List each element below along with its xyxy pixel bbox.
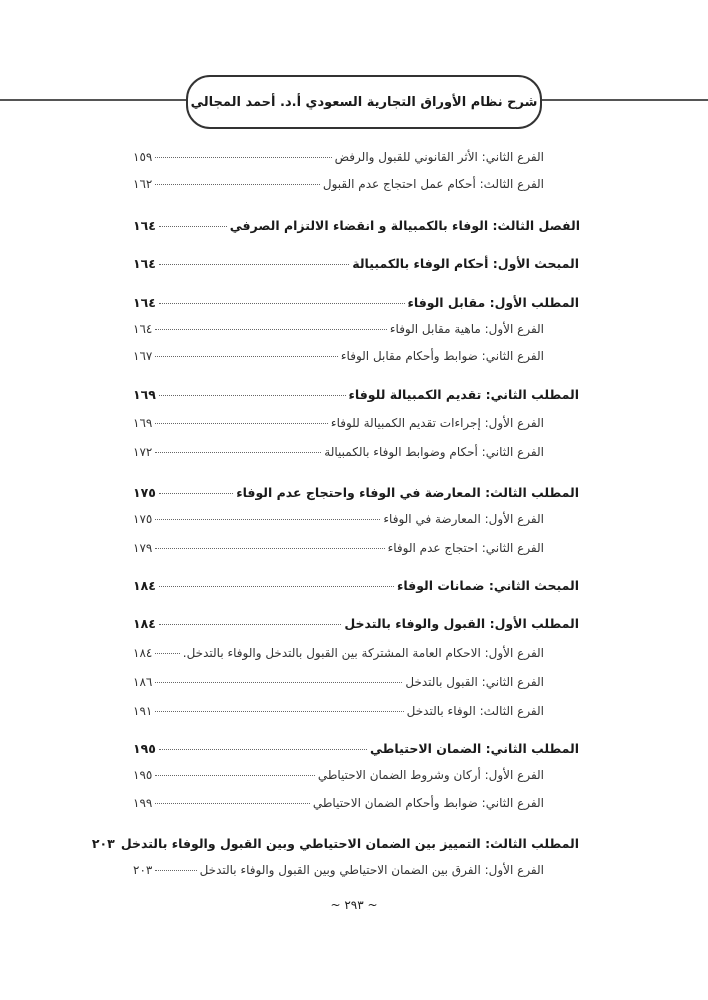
dot-leader [159,749,367,750]
toc-entry-page: ١٩١ [133,704,153,718]
toc-entry[interactable] [133,741,579,761]
toc-entry[interactable] [133,256,579,276]
toc-entry-title: الفرع الأول: الفرق بين الضمان الاحتياطي وبين القبول والوفاء بالتدخل [199,863,544,877]
toc-entry[interactable] [133,578,579,598]
toc-entry[interactable] [133,445,544,465]
toc-entry[interactable] [133,349,544,369]
toc-entry-page: ١٨٤ [133,578,156,593]
toc-entry-title: المطلب الأول: مقابل الوفاء [407,295,579,310]
dot-leader [155,548,384,549]
toc-entry-page: ١٩٩ [133,796,153,810]
toc-entry[interactable] [133,646,544,666]
toc-entry-page: ١٦٤ [133,322,153,336]
dot-leader [155,452,321,453]
toc-entry[interactable] [133,796,544,816]
toc-entry-title: الفرع الثاني: أحكام وضوابط الوفاء بالكمبيالة [324,445,544,459]
toc-entry-title: المطلب الثالث: المعارضة في الوفاء واحتجاج عدم الوفاء [236,485,579,500]
dot-leader [155,423,328,424]
toc-entry-title: الفرع الأول: المعارضة في الوفاء [383,512,544,526]
toc-entry[interactable] [133,322,544,342]
toc-entry[interactable] [133,218,580,238]
toc-entry-title: الفرع الثاني: القبول بالتدخل [405,675,544,689]
toc-entry[interactable] [133,150,544,170]
dot-leader [155,803,310,804]
toc-entry-page: ١٦٧ [133,349,153,363]
dot-leader [155,653,179,654]
toc-entry-page: ١٩٥ [133,768,153,782]
toc-entry[interactable] [133,387,579,407]
toc-entry[interactable] [133,416,544,436]
toc-entry[interactable] [133,512,544,532]
toc-entry-title: الفرع الثاني: ضوابط وأحكام الضمان الاحتياطي [312,796,544,810]
toc-entry-page: ١٨٦ [133,675,153,689]
toc-entry-title: الفرع الأول: أركان وشروط الضمان الاحتياطي [317,768,544,782]
dot-leader [155,519,380,520]
toc-entry-page: ١٨٤ [133,646,153,660]
dot-leader [155,329,387,330]
toc-entry-page: ١٧٥ [133,485,156,500]
toc-entry-page: ١٩٥ [133,741,156,756]
dot-leader [155,870,196,871]
page-number: ~ ٢٩٣ ~ [330,898,378,912]
toc-entry[interactable] [133,485,579,505]
toc-entry-page: ١٧٥ [133,512,153,526]
toc-entry-title: المطلب الأول: القبول والوفاء بالتدخل [344,616,579,631]
toc-entry-page: ١٦٩ [133,387,156,402]
toc-entry[interactable] [133,863,544,883]
toc-entry[interactable] [133,541,544,561]
toc-entry[interactable] [133,768,544,788]
toc-entry-title: الفصل الثالث: الوفاء بالكمبيالة و انقضاء الالتزام الصرفي [229,218,580,233]
running-header [186,75,542,129]
toc-entry[interactable] [133,675,544,695]
toc-entry-page: ٢٠٣ [91,836,115,851]
toc-entry[interactable] [133,616,579,636]
dot-leader [155,157,331,158]
toc-entry[interactable] [91,836,579,856]
dot-leader [159,586,394,587]
toc-entry-title: الفرع الثاني: احتجاج عدم الوفاء [387,541,544,555]
toc-entry-title: المبحث الثاني: ضمانات الوفاء [396,578,579,593]
dot-leader [155,775,314,776]
toc-entry-page: ١٦٢ [133,177,153,191]
toc-entry-page: ٢٠٣ [133,863,153,877]
toc-entry-page: ١٧٢ [133,445,153,459]
dot-leader [159,493,233,494]
toc-entry-page: ١٦٤ [133,256,156,271]
toc-entry-page: ١٧٩ [133,541,153,555]
toc-entry-title: المطلب الثاني: تقديم الكمبيالة للوفاء [348,387,579,402]
toc-entry-page: ١٨٤ [133,616,156,631]
dot-leader [155,711,403,712]
dot-leader [159,395,346,396]
running-header-title: شرح نظام الأوراق التجارية السعودي أ.د. أحمد المجالي [190,94,538,110]
header-rule-right [538,99,708,101]
toc-entry-title: الفرع الثالث: الوفاء بالتدخل [406,704,544,718]
toc-entry-page: ١٦٩ [133,416,153,430]
toc-entry-title: الفرع الثاني: ضوابط وأحكام مقابل الوفاء [340,349,544,363]
toc-entry[interactable] [133,295,579,315]
dot-leader [155,184,320,185]
toc-entry[interactable] [133,704,544,724]
toc-entry-title: المبحث الأول: أحكام الوفاء بالكمبيالة [352,256,579,271]
dot-leader [159,303,405,304]
dot-leader [159,624,341,625]
toc-entry[interactable] [133,177,544,197]
toc-entry-title: الفرع الثالث: أحكام عمل احتجاج عدم القبول [322,177,544,191]
toc-entry-title: الفرع الثاني: الأثر القانوني للقبول والرفض [334,150,544,164]
toc-entry-title: الفرع الأول: الاحكام العامة المشتركة بين القبول بالتدخل والوفاء بالتدخل. [182,646,544,660]
toc-entry-title: المطلب الثالث: التمييز بين الضمان الاحتياطي وبين القبول والوفاء بالتدخل [120,836,579,851]
toc-entry-page: ١٦٤ [133,295,156,310]
dot-leader [155,682,402,683]
toc-entry-title: الفرع الأول: ماهية مقابل الوفاء [389,322,544,336]
dot-leader [159,226,227,227]
dot-leader [159,264,349,265]
dot-leader [155,356,338,357]
toc-entry-title: المطلب الثاني: الضمان الاحتياطي [370,741,579,756]
toc-entry-title: الفرع الأول: إجراءات تقديم الكمبيالة للوفاء [330,416,544,430]
toc-entry-page: ١٥٩ [133,150,153,164]
header-rule-left [0,99,188,101]
toc-entry-page: ١٦٤ [133,218,156,233]
